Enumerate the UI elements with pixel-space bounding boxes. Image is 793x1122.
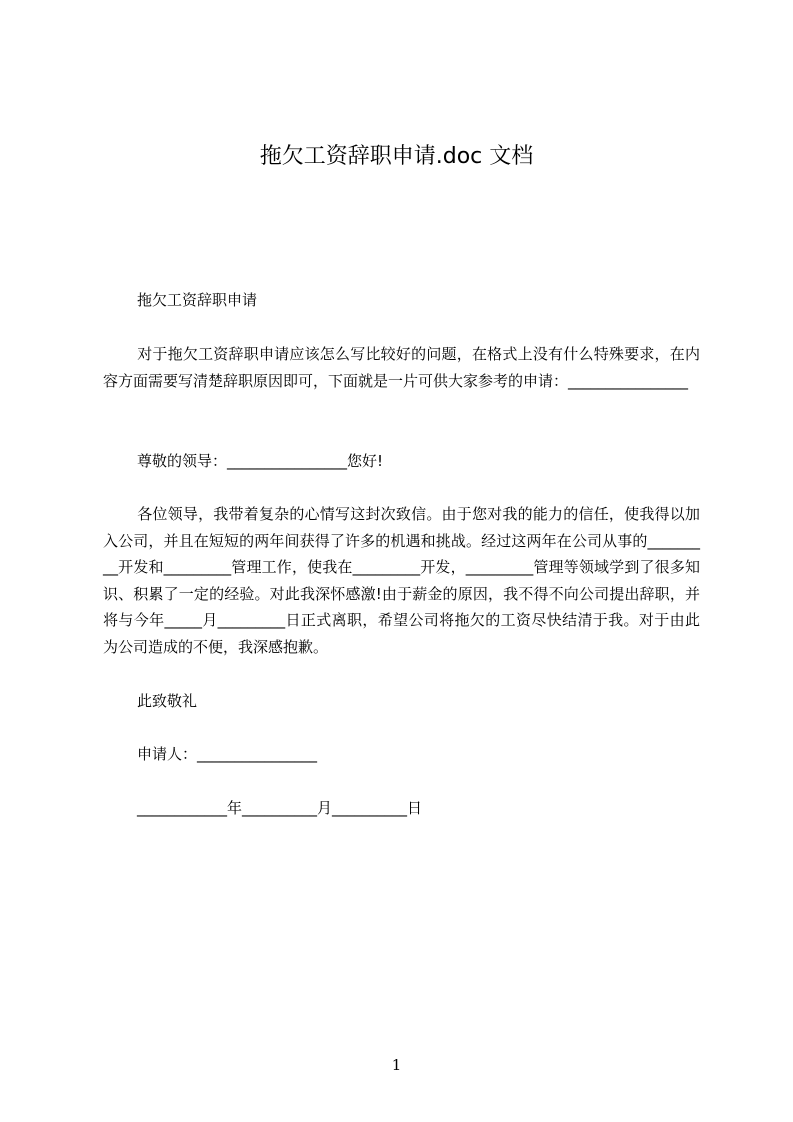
salutation: 尊敬的领导：________________您好! [137,452,384,470]
document-title: 拖欠工资辞职申请.doc 文档 [259,144,534,169]
intro-paragraph [103,341,700,394]
intro-text: 对于拖欠工资辞职申请应该怎么写比较好的问题，在格式上没有什么特殊要求，在内容方面需要写清楚辞职原因即可，下面就是一片可供大家参考的申请：________________ [103,345,700,390]
body-text: 各位领导，我带着复杂的心情写这封次致信。由于您对我的能力的信任，使我得以加入公司，并且在短短的两年间获得了许多的机遇和挑战。经过这两年在公司从事的_________开发和_________管理工作，使我在_________开发，_________管理等领域学到了很多知识、积累了一定的经验。对此我深怀感激!由于薪金的原因，我不得不向公司提出辞职，并将与今年_____月_________日正式离职，希望公司将拖欠的工资尽快结清于我。对于由此为公司造成的不便，我深感抱歉。 [103,505,700,656]
page-number: 1 [391,1056,402,1074]
date-line: ____________年__________月__________日 [137,799,423,817]
closing: 此致敬礼 [137,692,198,710]
applicant-line: 申请人：________________ [137,745,318,763]
letter-heading: 拖欠工资辞职申请 [137,291,258,309]
body-paragraph [103,501,700,660]
